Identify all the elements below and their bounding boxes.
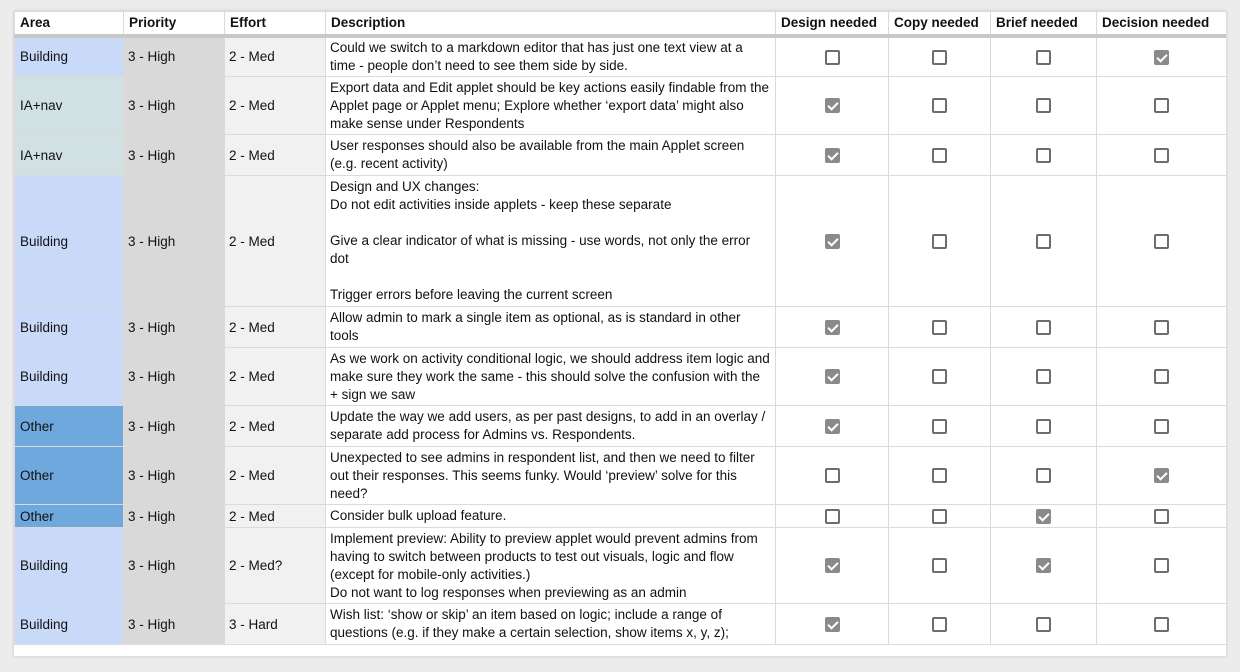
copy-needed-cell xyxy=(889,447,991,505)
spreadsheet xyxy=(14,11,1226,656)
design-needed-cell xyxy=(776,505,889,528)
description-cell[interactable]: User responses should also be available from the main Applet screen (e.g. recent activity) xyxy=(326,135,776,176)
copy-needed-checkbox[interactable] xyxy=(932,98,947,113)
design-needed-checkbox[interactable] xyxy=(825,468,840,483)
header-priority[interactable]: Priority xyxy=(124,12,225,36)
priority-cell[interactable]: 3 - High xyxy=(124,348,225,406)
area-cell[interactable]: Other xyxy=(15,505,124,528)
decision-needed-checkbox[interactable] xyxy=(1154,50,1169,65)
design-needed-checkbox[interactable] xyxy=(825,50,840,65)
decision-needed-checkbox[interactable] xyxy=(1154,509,1169,524)
description-cell[interactable]: Allow admin to mark a single item as optional, as is standard in other tools xyxy=(326,307,776,348)
description-cell[interactable]: Implement preview: Ability to preview applet would prevent admins from having to switch between products to test out visuals, logic and flow (except for mobile-only activities.) Do not want to log responses when previewing as an admin xyxy=(326,528,776,604)
table-row xyxy=(15,77,1227,135)
brief-needed-checkbox[interactable] xyxy=(1036,98,1051,113)
brief-needed-checkbox[interactable] xyxy=(1036,234,1051,249)
header-design-needed[interactable]: Design needed xyxy=(776,12,889,36)
table-row xyxy=(15,176,1227,307)
brief-needed-checkbox[interactable] xyxy=(1036,50,1051,65)
requirements-table xyxy=(14,11,1226,645)
copy-needed-cell xyxy=(889,528,991,604)
description-cell[interactable]: Update the way we add users, as per past designs, to add in an overlay / separate add process for Admins vs. Respondents. xyxy=(326,406,776,447)
copy-needed-cell xyxy=(889,36,991,77)
priority-cell[interactable]: 3 - High xyxy=(124,447,225,505)
description-cell[interactable]: Wish list: ‘show or skip’ an item based on logic; include a range of questions (e.g. if they make a certain selection, show items x, y, z); xyxy=(326,604,776,645)
design-needed-cell xyxy=(776,307,889,348)
table-row xyxy=(15,135,1227,176)
decision-needed-cell xyxy=(1097,135,1227,176)
design-needed-checkbox[interactable] xyxy=(825,558,840,573)
decision-needed-cell xyxy=(1097,604,1227,645)
brief-needed-checkbox[interactable] xyxy=(1036,369,1051,384)
copy-needed-checkbox[interactable] xyxy=(932,509,947,524)
design-needed-checkbox[interactable] xyxy=(825,320,840,335)
header-brief-needed[interactable]: Brief needed xyxy=(991,12,1097,36)
area-cell[interactable]: Building xyxy=(15,348,124,406)
decision-needed-checkbox[interactable] xyxy=(1154,148,1169,163)
table-row xyxy=(15,604,1227,645)
brief-needed-cell xyxy=(991,348,1097,406)
decision-needed-cell xyxy=(1097,447,1227,505)
effort-cell[interactable]: 2 - Med xyxy=(225,447,326,505)
copy-needed-cell xyxy=(889,135,991,176)
brief-needed-cell xyxy=(991,505,1097,528)
table-row xyxy=(15,447,1227,505)
design-needed-checkbox[interactable] xyxy=(825,234,840,249)
effort-cell[interactable]: 2 - Med xyxy=(225,505,326,528)
decision-needed-cell xyxy=(1097,307,1227,348)
decision-needed-checkbox[interactable] xyxy=(1154,617,1169,632)
area-cell[interactable]: Building xyxy=(15,604,124,645)
table-body xyxy=(15,36,1227,645)
priority-cell[interactable]: 3 - High xyxy=(124,307,225,348)
design-needed-checkbox[interactable] xyxy=(825,369,840,384)
copy-needed-checkbox[interactable] xyxy=(932,320,947,335)
priority-cell[interactable]: 3 - High xyxy=(124,77,225,135)
decision-needed-checkbox[interactable] xyxy=(1154,369,1169,384)
priority-cell[interactable]: 3 - High xyxy=(124,406,225,447)
header-effort[interactable]: Effort xyxy=(225,12,326,36)
copy-needed-cell xyxy=(889,505,991,528)
decision-needed-cell xyxy=(1097,77,1227,135)
decision-needed-cell xyxy=(1097,406,1227,447)
description-cell[interactable]: Unexpected to see admins in respondent list, and then we need to filter out their responses. This seems funky. Would ‘preview’ solve for this need? xyxy=(326,447,776,505)
design-needed-cell xyxy=(776,447,889,505)
description-cell[interactable]: Consider bulk upload feature. xyxy=(326,505,776,528)
brief-needed-checkbox[interactable] xyxy=(1036,617,1051,632)
effort-cell[interactable]: 2 - Med xyxy=(225,348,326,406)
priority-cell[interactable]: 3 - High xyxy=(124,505,225,528)
design-needed-checkbox[interactable] xyxy=(825,509,840,524)
design-needed-checkbox[interactable] xyxy=(825,617,840,632)
header-copy-needed[interactable]: Copy needed xyxy=(889,12,991,36)
priority-cell[interactable]: 3 - High xyxy=(124,528,225,604)
brief-needed-checkbox[interactable] xyxy=(1036,320,1051,335)
copy-needed-checkbox[interactable] xyxy=(932,50,947,65)
area-cell[interactable]: IA+nav xyxy=(15,135,124,176)
copy-needed-checkbox[interactable] xyxy=(932,617,947,632)
area-cell[interactable]: IA+nav xyxy=(15,77,124,135)
copy-needed-cell xyxy=(889,307,991,348)
design-needed-cell xyxy=(776,135,889,176)
table-row xyxy=(15,406,1227,447)
brief-needed-checkbox[interactable] xyxy=(1036,419,1051,434)
decision-needed-checkbox[interactable] xyxy=(1154,419,1169,434)
brief-needed-checkbox[interactable] xyxy=(1036,148,1051,163)
brief-needed-cell xyxy=(991,36,1097,77)
design-needed-checkbox[interactable] xyxy=(825,148,840,163)
brief-needed-cell xyxy=(991,307,1097,348)
area-cell[interactable]: Other xyxy=(15,406,124,447)
brief-needed-checkbox[interactable] xyxy=(1036,468,1051,483)
header-area[interactable]: Area xyxy=(15,12,124,36)
decision-needed-cell xyxy=(1097,36,1227,77)
brief-needed-cell xyxy=(991,406,1097,447)
effort-cell[interactable]: 2 - Med xyxy=(225,135,326,176)
copy-needed-checkbox[interactable] xyxy=(932,234,947,249)
decision-needed-checkbox[interactable] xyxy=(1154,558,1169,573)
design-needed-cell xyxy=(776,348,889,406)
priority-cell[interactable]: 3 - High xyxy=(124,604,225,645)
copy-needed-checkbox[interactable] xyxy=(932,419,947,434)
decision-needed-checkbox[interactable] xyxy=(1154,320,1169,335)
priority-cell[interactable]: 3 - High xyxy=(124,36,225,77)
copy-needed-cell xyxy=(889,348,991,406)
copy-needed-checkbox[interactable] xyxy=(932,468,947,483)
effort-cell[interactable]: 2 - Med xyxy=(225,77,326,135)
brief-needed-cell xyxy=(991,604,1097,645)
design-needed-cell xyxy=(776,406,889,447)
decision-needed-cell xyxy=(1097,348,1227,406)
brief-needed-cell xyxy=(991,528,1097,604)
table-row xyxy=(15,528,1227,604)
decision-needed-checkbox[interactable] xyxy=(1154,98,1169,113)
copy-needed-checkbox[interactable] xyxy=(932,148,947,163)
decision-needed-cell xyxy=(1097,505,1227,528)
design-needed-cell xyxy=(776,604,889,645)
brief-needed-checkbox[interactable] xyxy=(1036,509,1051,524)
area-cell[interactable]: Building xyxy=(15,307,124,348)
priority-cell[interactable]: 3 - High xyxy=(124,176,225,307)
effort-cell[interactable]: 2 - Med? xyxy=(225,528,326,604)
effort-cell[interactable]: 2 - Med xyxy=(225,406,326,447)
header-description[interactable]: Description xyxy=(326,12,776,36)
brief-needed-checkbox[interactable] xyxy=(1036,558,1051,573)
copy-needed-cell xyxy=(889,604,991,645)
description-cell[interactable]: Could we switch to a markdown editor that has just one text view at a time - people don’t need to see them side by side. xyxy=(326,36,776,77)
design-needed-checkbox[interactable] xyxy=(825,98,840,113)
header-row xyxy=(15,12,1227,36)
copy-needed-checkbox[interactable] xyxy=(932,369,947,384)
brief-needed-cell xyxy=(991,176,1097,307)
copy-needed-cell xyxy=(889,176,991,307)
priority-cell[interactable]: 3 - High xyxy=(124,135,225,176)
design-needed-cell xyxy=(776,36,889,77)
description-cell[interactable]: Design and UX changes: Do not edit activities inside applets - keep these separate Give a clear indicator of what is missing - use words, not only the error dot Trigger errors before leaving the current screen xyxy=(326,176,776,307)
decision-needed-checkbox[interactable] xyxy=(1154,234,1169,249)
decision-needed-cell xyxy=(1097,176,1227,307)
decision-needed-cell xyxy=(1097,528,1227,604)
brief-needed-cell xyxy=(991,77,1097,135)
brief-needed-cell xyxy=(991,135,1097,176)
table-row xyxy=(15,36,1227,77)
table-row xyxy=(15,348,1227,406)
table-row xyxy=(15,505,1227,528)
decision-needed-checkbox[interactable] xyxy=(1154,468,1169,483)
area-cell[interactable]: Building xyxy=(15,36,124,77)
design-needed-checkbox[interactable] xyxy=(825,419,840,434)
table-row xyxy=(15,307,1227,348)
effort-cell[interactable]: 2 - Med xyxy=(225,176,326,307)
copy-needed-cell xyxy=(889,406,991,447)
design-needed-cell xyxy=(776,528,889,604)
copy-needed-checkbox[interactable] xyxy=(932,558,947,573)
brief-needed-cell xyxy=(991,447,1097,505)
area-cell[interactable]: Other xyxy=(15,447,124,505)
area-cell[interactable]: Building xyxy=(15,176,124,307)
copy-needed-cell xyxy=(889,77,991,135)
effort-cell[interactable]: 3 - Hard xyxy=(225,604,326,645)
effort-cell[interactable]: 2 - Med xyxy=(225,36,326,77)
design-needed-cell xyxy=(776,176,889,307)
header-decision-needed[interactable]: Decision needed xyxy=(1097,12,1227,36)
effort-cell[interactable]: 2 - Med xyxy=(225,307,326,348)
design-needed-cell xyxy=(776,77,889,135)
description-cell[interactable]: As we work on activity conditional logic, we should address item logic and make sure they work the same - this should solve the confusion with the + sign we saw xyxy=(326,348,776,406)
area-cell[interactable]: Building xyxy=(15,528,124,604)
description-cell[interactable]: Export data and Edit applet should be key actions easily findable from the Applet page or Applet menu; Explore whether ‘export data’ might also make sense under Respondents xyxy=(326,77,776,135)
